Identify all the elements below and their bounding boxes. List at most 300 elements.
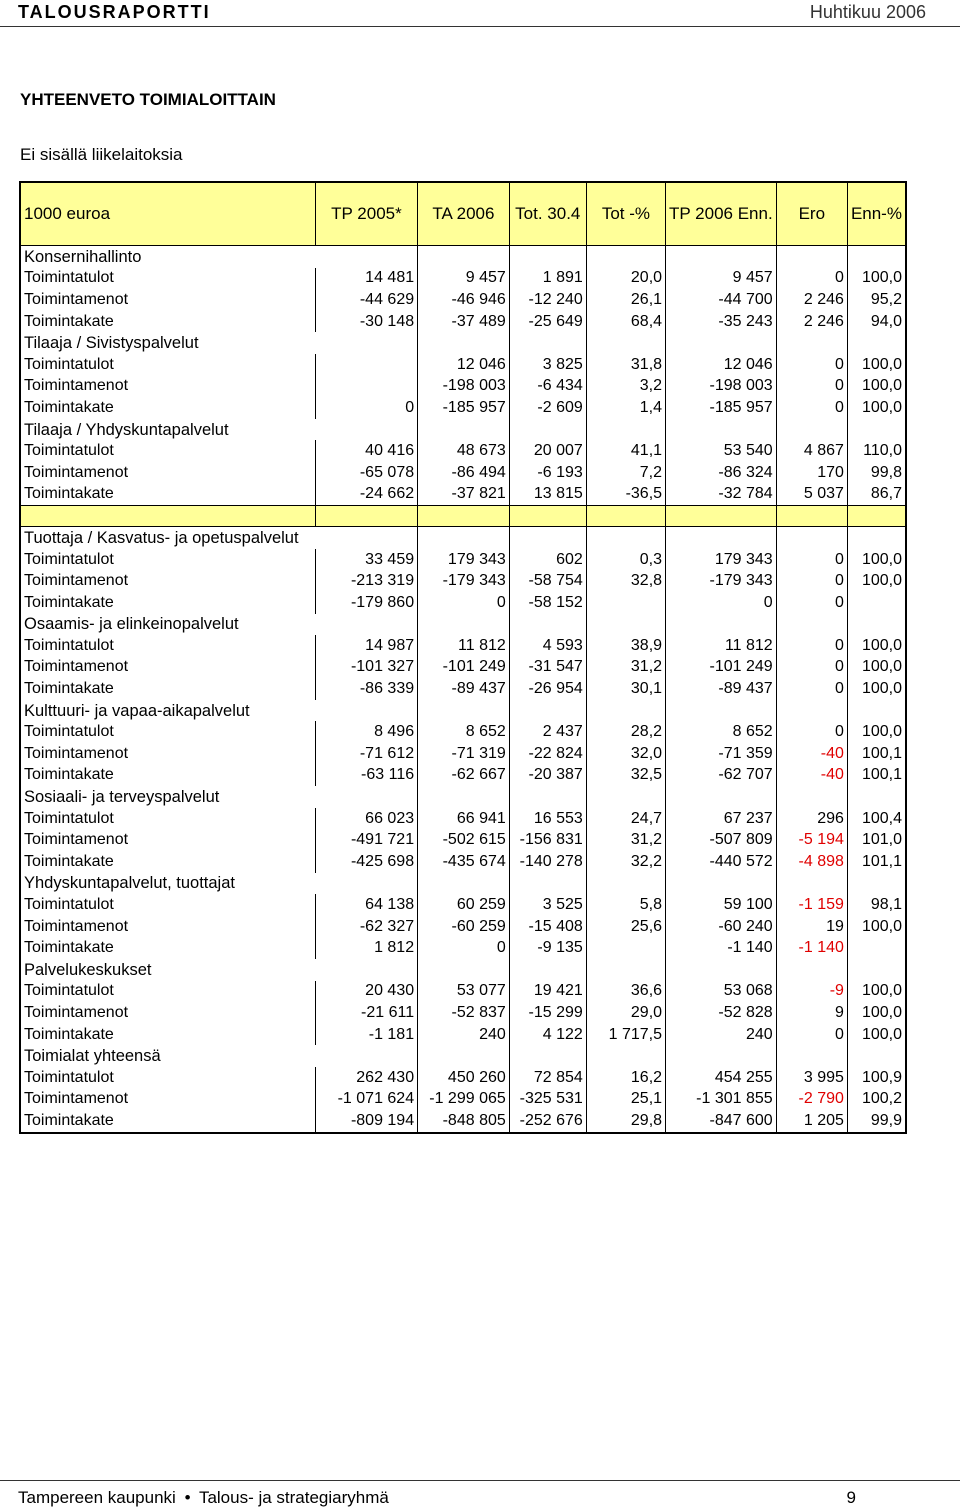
value-cell: -15 299 <box>509 1002 586 1024</box>
value-cell: 19 <box>776 916 847 938</box>
value-cell: 0 <box>776 354 847 376</box>
value-cell: 100,0 <box>847 1024 906 1046</box>
value-cell: 20 007 <box>509 440 586 462</box>
value-cell: 262 430 <box>315 1067 417 1089</box>
value-cell: 0 <box>776 376 847 398</box>
value-cell: -12 240 <box>509 289 586 311</box>
value-cell: 32,2 <box>586 851 665 873</box>
value-cell: -101 249 <box>666 657 777 679</box>
value-cell: 1,4 <box>586 397 665 419</box>
value-cell: -491 721 <box>315 829 417 851</box>
value-cell: 0 <box>418 592 510 614</box>
empty-cell <box>666 873 777 895</box>
value-cell: 29,0 <box>586 1002 665 1024</box>
table-row <box>20 397 906 419</box>
value-cell: -58 152 <box>509 592 586 614</box>
column-header: Enn-% <box>847 182 906 246</box>
value-cell: -809 194 <box>315 1110 417 1133</box>
column-header: Tot. 30.4 <box>509 182 586 246</box>
empty-cell <box>776 527 847 549</box>
section-row <box>20 419 906 441</box>
value-cell <box>586 592 665 614</box>
value-cell: 240 <box>418 1024 510 1046</box>
row-label: Toimintamenot <box>24 572 129 590</box>
row-label: Toimintakate <box>24 312 114 330</box>
row-label: Toimintakate <box>24 1111 114 1129</box>
value-cell: -847 600 <box>666 1110 777 1133</box>
page-header <box>0 0 960 27</box>
value-cell: 0 <box>776 1024 847 1046</box>
value-cell: 94,0 <box>847 311 906 333</box>
row-label: Toimintatulot <box>24 269 114 287</box>
section-row <box>20 527 906 549</box>
empty-cell <box>847 786 906 808</box>
value-cell: 9 457 <box>418 268 510 290</box>
row-label: Toimintamenot <box>24 1090 129 1108</box>
value-cell: 13 815 <box>509 484 586 506</box>
spacer-cell <box>847 506 906 527</box>
value-cell: -86 339 <box>315 678 417 700</box>
value-cell: -58 754 <box>509 570 586 592</box>
value-cell: 100,9 <box>847 1067 906 1089</box>
value-cell: -62 327 <box>315 916 417 938</box>
empty-cell <box>666 700 777 722</box>
empty-cell <box>418 527 510 549</box>
value-cell: 33 459 <box>315 549 417 571</box>
column-header: Ero <box>776 182 847 246</box>
value-cell: 3 825 <box>509 354 586 376</box>
row-label: Toimintakate <box>24 485 114 503</box>
value-cell: 9 <box>776 1002 847 1024</box>
value-cell: 12 046 <box>666 354 777 376</box>
value-cell: 100,0 <box>847 1002 906 1024</box>
empty-cell <box>509 419 586 441</box>
value-cell: -179 860 <box>315 592 417 614</box>
table-row <box>20 765 906 787</box>
section-label: Tilaaja / Sivistyspalvelut <box>24 334 199 353</box>
value-cell: 68,4 <box>586 311 665 333</box>
value-cell: -37 489 <box>418 311 510 333</box>
value-cell: 101,1 <box>847 851 906 873</box>
value-cell: 1 717,5 <box>586 1024 665 1046</box>
value-cell: -9 135 <box>509 937 586 959</box>
value-cell: 0 <box>776 635 847 657</box>
column-header: 1000 euroa <box>20 182 315 246</box>
value-cell: 60 259 <box>418 894 510 916</box>
empty-cell <box>418 786 510 808</box>
section-row <box>20 1045 906 1067</box>
value-cell: -32 784 <box>666 484 777 506</box>
table-header-row <box>20 182 906 246</box>
value-cell: -185 957 <box>666 397 777 419</box>
value-cell: -52 828 <box>666 1002 777 1024</box>
row-label: Toimintatulot <box>24 355 114 373</box>
value-cell: -71 359 <box>666 743 777 765</box>
empty-cell <box>776 700 847 722</box>
value-cell: 100,0 <box>847 916 906 938</box>
value-cell: 5 037 <box>776 484 847 506</box>
row-label: Toimintatulot <box>24 809 114 827</box>
section-row <box>20 786 906 808</box>
value-cell: -1 071 624 <box>315 1089 417 1111</box>
empty-cell <box>315 873 417 895</box>
row-label: Toimintatulot <box>24 1068 114 1086</box>
value-cell: -1 181 <box>315 1024 417 1046</box>
value-cell: 14 481 <box>315 268 417 290</box>
value-cell: 36,6 <box>586 981 665 1003</box>
value-cell: 66 941 <box>418 808 510 830</box>
value-cell: 100,0 <box>847 376 906 398</box>
empty-cell <box>418 246 510 268</box>
empty-cell <box>315 700 417 722</box>
empty-cell <box>418 614 510 636</box>
value-cell: -20 387 <box>509 765 586 787</box>
table-row <box>20 635 906 657</box>
value-cell: 179 343 <box>666 549 777 571</box>
value-cell: 11 812 <box>418 635 510 657</box>
empty-cell <box>776 786 847 808</box>
value-cell: -22 824 <box>509 743 586 765</box>
page-subtitle: Ei sisällä liikelaitoksia <box>20 145 183 164</box>
value-cell: 100,0 <box>847 657 906 679</box>
value-cell: 72 854 <box>509 1067 586 1089</box>
empty-cell <box>315 786 417 808</box>
value-cell: 0 <box>776 268 847 290</box>
value-cell: 53 068 <box>666 981 777 1003</box>
empty-cell <box>315 527 417 549</box>
empty-cell <box>666 246 777 268</box>
value-cell: 0 <box>776 678 847 700</box>
value-cell: -179 343 <box>666 570 777 592</box>
table-row <box>20 981 906 1003</box>
value-cell: -1 159 <box>776 894 847 916</box>
table-row <box>20 916 906 938</box>
value-cell: 53 540 <box>666 440 777 462</box>
value-cell: -101 249 <box>418 657 510 679</box>
table-row <box>20 743 906 765</box>
empty-cell <box>509 700 586 722</box>
row-label: Toimintatulot <box>24 723 114 741</box>
table-row <box>20 657 906 679</box>
section-row <box>20 332 906 354</box>
empty-cell <box>315 959 417 981</box>
value-cell: 0 <box>776 549 847 571</box>
table-row <box>20 808 906 830</box>
report-date: Huhtikuu 2006 <box>809 2 926 22</box>
empty-cell <box>847 332 906 354</box>
value-cell: -252 676 <box>509 1110 586 1133</box>
value-cell: -6 434 <box>509 376 586 398</box>
value-cell: -1 140 <box>666 937 777 959</box>
empty-cell <box>666 614 777 636</box>
value-cell: -25 649 <box>509 311 586 333</box>
value-cell: 31,2 <box>586 829 665 851</box>
value-cell: 24,7 <box>586 808 665 830</box>
empty-cell <box>586 419 665 441</box>
value-cell <box>315 376 417 398</box>
value-cell: -15 408 <box>509 916 586 938</box>
value-cell: -35 243 <box>666 311 777 333</box>
value-cell: 32,5 <box>586 765 665 787</box>
value-cell: -198 003 <box>418 376 510 398</box>
table-row <box>20 894 906 916</box>
column-header: TP 2005* <box>315 182 417 246</box>
empty-cell <box>586 527 665 549</box>
empty-cell <box>586 873 665 895</box>
value-cell: 0 <box>776 592 847 614</box>
value-cell: 11 812 <box>666 635 777 657</box>
value-cell: 8 652 <box>666 721 777 743</box>
table-row <box>20 937 906 959</box>
row-label: Toimintakate <box>24 852 114 870</box>
value-cell: 31,8 <box>586 354 665 376</box>
value-cell: 31,2 <box>586 657 665 679</box>
empty-cell <box>776 332 847 354</box>
value-cell: 2 246 <box>776 311 847 333</box>
value-cell: -62 707 <box>666 765 777 787</box>
value-cell: -60 259 <box>418 916 510 938</box>
empty-cell <box>315 1045 417 1067</box>
value-cell: 179 343 <box>418 549 510 571</box>
value-cell: 0 <box>666 592 777 614</box>
value-cell: 25,6 <box>586 916 665 938</box>
empty-cell <box>666 332 777 354</box>
value-cell: 454 255 <box>666 1067 777 1089</box>
value-cell: -435 674 <box>418 851 510 873</box>
footer-org: Tampereen kaupunki <box>18 1488 176 1507</box>
value-cell: -52 837 <box>418 1002 510 1024</box>
value-cell: 8 652 <box>418 721 510 743</box>
table-row <box>20 1089 906 1111</box>
value-cell: 110,0 <box>847 440 906 462</box>
table-row <box>20 311 906 333</box>
row-label: Toimintamenot <box>24 1003 129 1021</box>
value-cell: -30 148 <box>315 311 417 333</box>
table-row <box>20 1067 906 1089</box>
value-cell: -40 <box>776 743 847 765</box>
value-cell: 0 <box>776 657 847 679</box>
value-cell <box>847 592 906 614</box>
value-cell: -60 240 <box>666 916 777 938</box>
value-cell: -507 809 <box>666 829 777 851</box>
value-cell: 3 995 <box>776 1067 847 1089</box>
value-cell: 4 122 <box>509 1024 586 1046</box>
value-cell: 28,2 <box>586 721 665 743</box>
page-title: YHTEENVETO TOIMIALOITTAIN <box>20 90 276 109</box>
table-row <box>20 678 906 700</box>
section-row <box>20 614 906 636</box>
row-label: Toimintakate <box>24 766 114 784</box>
empty-cell <box>847 700 906 722</box>
empty-cell <box>776 246 847 268</box>
row-label: Toimintamenot <box>24 658 129 676</box>
value-cell: -71 319 <box>418 743 510 765</box>
empty-cell <box>509 332 586 354</box>
value-cell: -1 140 <box>776 937 847 959</box>
value-cell: -9 <box>776 981 847 1003</box>
empty-cell <box>315 419 417 441</box>
row-label: Toimintakate <box>24 680 114 698</box>
row-label: Toimintatulot <box>24 636 114 654</box>
value-cell: 100,0 <box>847 354 906 376</box>
value-cell: -86 494 <box>418 462 510 484</box>
value-cell: 14 987 <box>315 635 417 657</box>
spacer-cell <box>586 506 665 527</box>
value-cell: -156 831 <box>509 829 586 851</box>
spacer-cell <box>509 506 586 527</box>
value-cell: -44 700 <box>666 289 777 311</box>
value-cell: 100,2 <box>847 1089 906 1111</box>
value-cell: 3 525 <box>509 894 586 916</box>
table-row <box>20 1002 906 1024</box>
value-cell: 1 205 <box>776 1110 847 1133</box>
value-cell: 99,8 <box>847 462 906 484</box>
value-cell: 0 <box>315 397 417 419</box>
value-cell: 16 553 <box>509 808 586 830</box>
empty-cell <box>509 786 586 808</box>
value-cell: 95,2 <box>847 289 906 311</box>
value-cell: -71 612 <box>315 743 417 765</box>
row-label: Toimintamenot <box>24 290 129 308</box>
value-cell: 450 260 <box>418 1067 510 1089</box>
value-cell: -46 946 <box>418 289 510 311</box>
table-row <box>20 440 906 462</box>
empty-cell <box>586 1045 665 1067</box>
table-row <box>20 484 906 506</box>
value-cell: -101 327 <box>315 657 417 679</box>
value-cell <box>586 937 665 959</box>
column-header: TA 2006 <box>418 182 510 246</box>
row-label: Toimintamenot <box>24 831 129 849</box>
table-row <box>20 829 906 851</box>
spacer-cell <box>776 506 847 527</box>
section-label: Kulttuuri- ja vapaa-aikapalvelut <box>24 701 250 720</box>
empty-cell <box>586 614 665 636</box>
section-label: Osaamis- ja elinkeinopalvelut <box>24 615 239 634</box>
spacer-cell <box>666 506 777 527</box>
value-cell: 100,0 <box>847 570 906 592</box>
empty-cell <box>418 332 510 354</box>
value-cell: -21 611 <box>315 1002 417 1024</box>
empty-cell <box>776 1045 847 1067</box>
spacer-cell <box>418 506 510 527</box>
value-cell: 100,4 <box>847 808 906 830</box>
value-cell: 100,0 <box>847 981 906 1003</box>
value-cell: 1 812 <box>315 937 417 959</box>
value-cell: 25,1 <box>586 1089 665 1111</box>
table-row <box>20 1024 906 1046</box>
empty-cell <box>847 246 906 268</box>
empty-cell <box>776 959 847 981</box>
value-cell: 9 457 <box>666 268 777 290</box>
spacer-cell <box>20 506 315 527</box>
empty-cell <box>509 527 586 549</box>
value-cell: 19 421 <box>509 981 586 1003</box>
value-cell: 98,1 <box>847 894 906 916</box>
empty-cell <box>418 873 510 895</box>
value-cell: -2 609 <box>509 397 586 419</box>
value-cell: -26 954 <box>509 678 586 700</box>
section-row <box>20 700 906 722</box>
empty-cell <box>847 959 906 981</box>
value-cell: 170 <box>776 462 847 484</box>
value-cell: 66 023 <box>315 808 417 830</box>
table-row <box>20 1110 906 1133</box>
section-row <box>20 246 906 268</box>
footer-divider <box>0 1480 960 1481</box>
empty-cell <box>666 1045 777 1067</box>
row-label: Toimintatulot <box>24 982 114 1000</box>
value-cell: 0 <box>776 721 847 743</box>
value-cell: 0 <box>776 570 847 592</box>
value-cell: -44 629 <box>315 289 417 311</box>
value-cell: -502 615 <box>418 829 510 851</box>
value-cell: -40 <box>776 765 847 787</box>
section-label: Tilaaja / Yhdyskuntapalvelut <box>24 420 229 439</box>
empty-cell <box>315 332 417 354</box>
value-cell: 38,9 <box>586 635 665 657</box>
section-label: Tuottaja / Kasvatus- ja opetuspalvelut <box>24 528 299 547</box>
row-label: Toimintakate <box>24 398 114 416</box>
empty-cell <box>776 419 847 441</box>
value-cell: 32,8 <box>586 570 665 592</box>
value-cell: -86 324 <box>666 462 777 484</box>
empty-cell <box>666 786 777 808</box>
footer-dept: Talous- ja strategiaryhmä <box>198 1488 389 1507</box>
empty-cell <box>847 527 906 549</box>
value-cell: 86,7 <box>847 484 906 506</box>
table-body <box>20 246 906 1133</box>
spacer-cell <box>315 506 417 527</box>
empty-cell <box>666 527 777 549</box>
row-label: Toimintatulot <box>24 896 114 914</box>
empty-cell <box>418 419 510 441</box>
section-label: Palvelukeskukset <box>24 960 152 979</box>
value-cell: -62 667 <box>418 765 510 787</box>
value-cell: 16,2 <box>586 1067 665 1089</box>
value-cell <box>315 354 417 376</box>
row-label: Toimintatulot <box>24 442 114 460</box>
empty-cell <box>847 1045 906 1067</box>
empty-cell <box>509 873 586 895</box>
table-row <box>20 289 906 311</box>
value-cell: 5,8 <box>586 894 665 916</box>
summary-table <box>19 181 907 1134</box>
table-row <box>20 592 906 614</box>
value-cell: -89 437 <box>418 678 510 700</box>
value-cell: 41,1 <box>586 440 665 462</box>
value-cell: 0 <box>418 937 510 959</box>
value-cell: 100,0 <box>847 721 906 743</box>
table-row <box>20 549 906 571</box>
empty-cell <box>847 614 906 636</box>
empty-cell <box>586 959 665 981</box>
table-row <box>20 851 906 873</box>
value-cell: 296 <box>776 808 847 830</box>
value-cell: 29,8 <box>586 1110 665 1133</box>
page-footer <box>18 1488 389 1508</box>
value-cell: -24 662 <box>315 484 417 506</box>
empty-cell <box>586 246 665 268</box>
empty-cell <box>418 1045 510 1067</box>
value-cell: -425 698 <box>315 851 417 873</box>
value-cell: -63 116 <box>315 765 417 787</box>
empty-cell <box>586 700 665 722</box>
empty-cell <box>586 332 665 354</box>
value-cell: 12 046 <box>418 354 510 376</box>
table-row <box>20 462 906 484</box>
column-header: TP 2006 Enn. <box>666 182 777 246</box>
